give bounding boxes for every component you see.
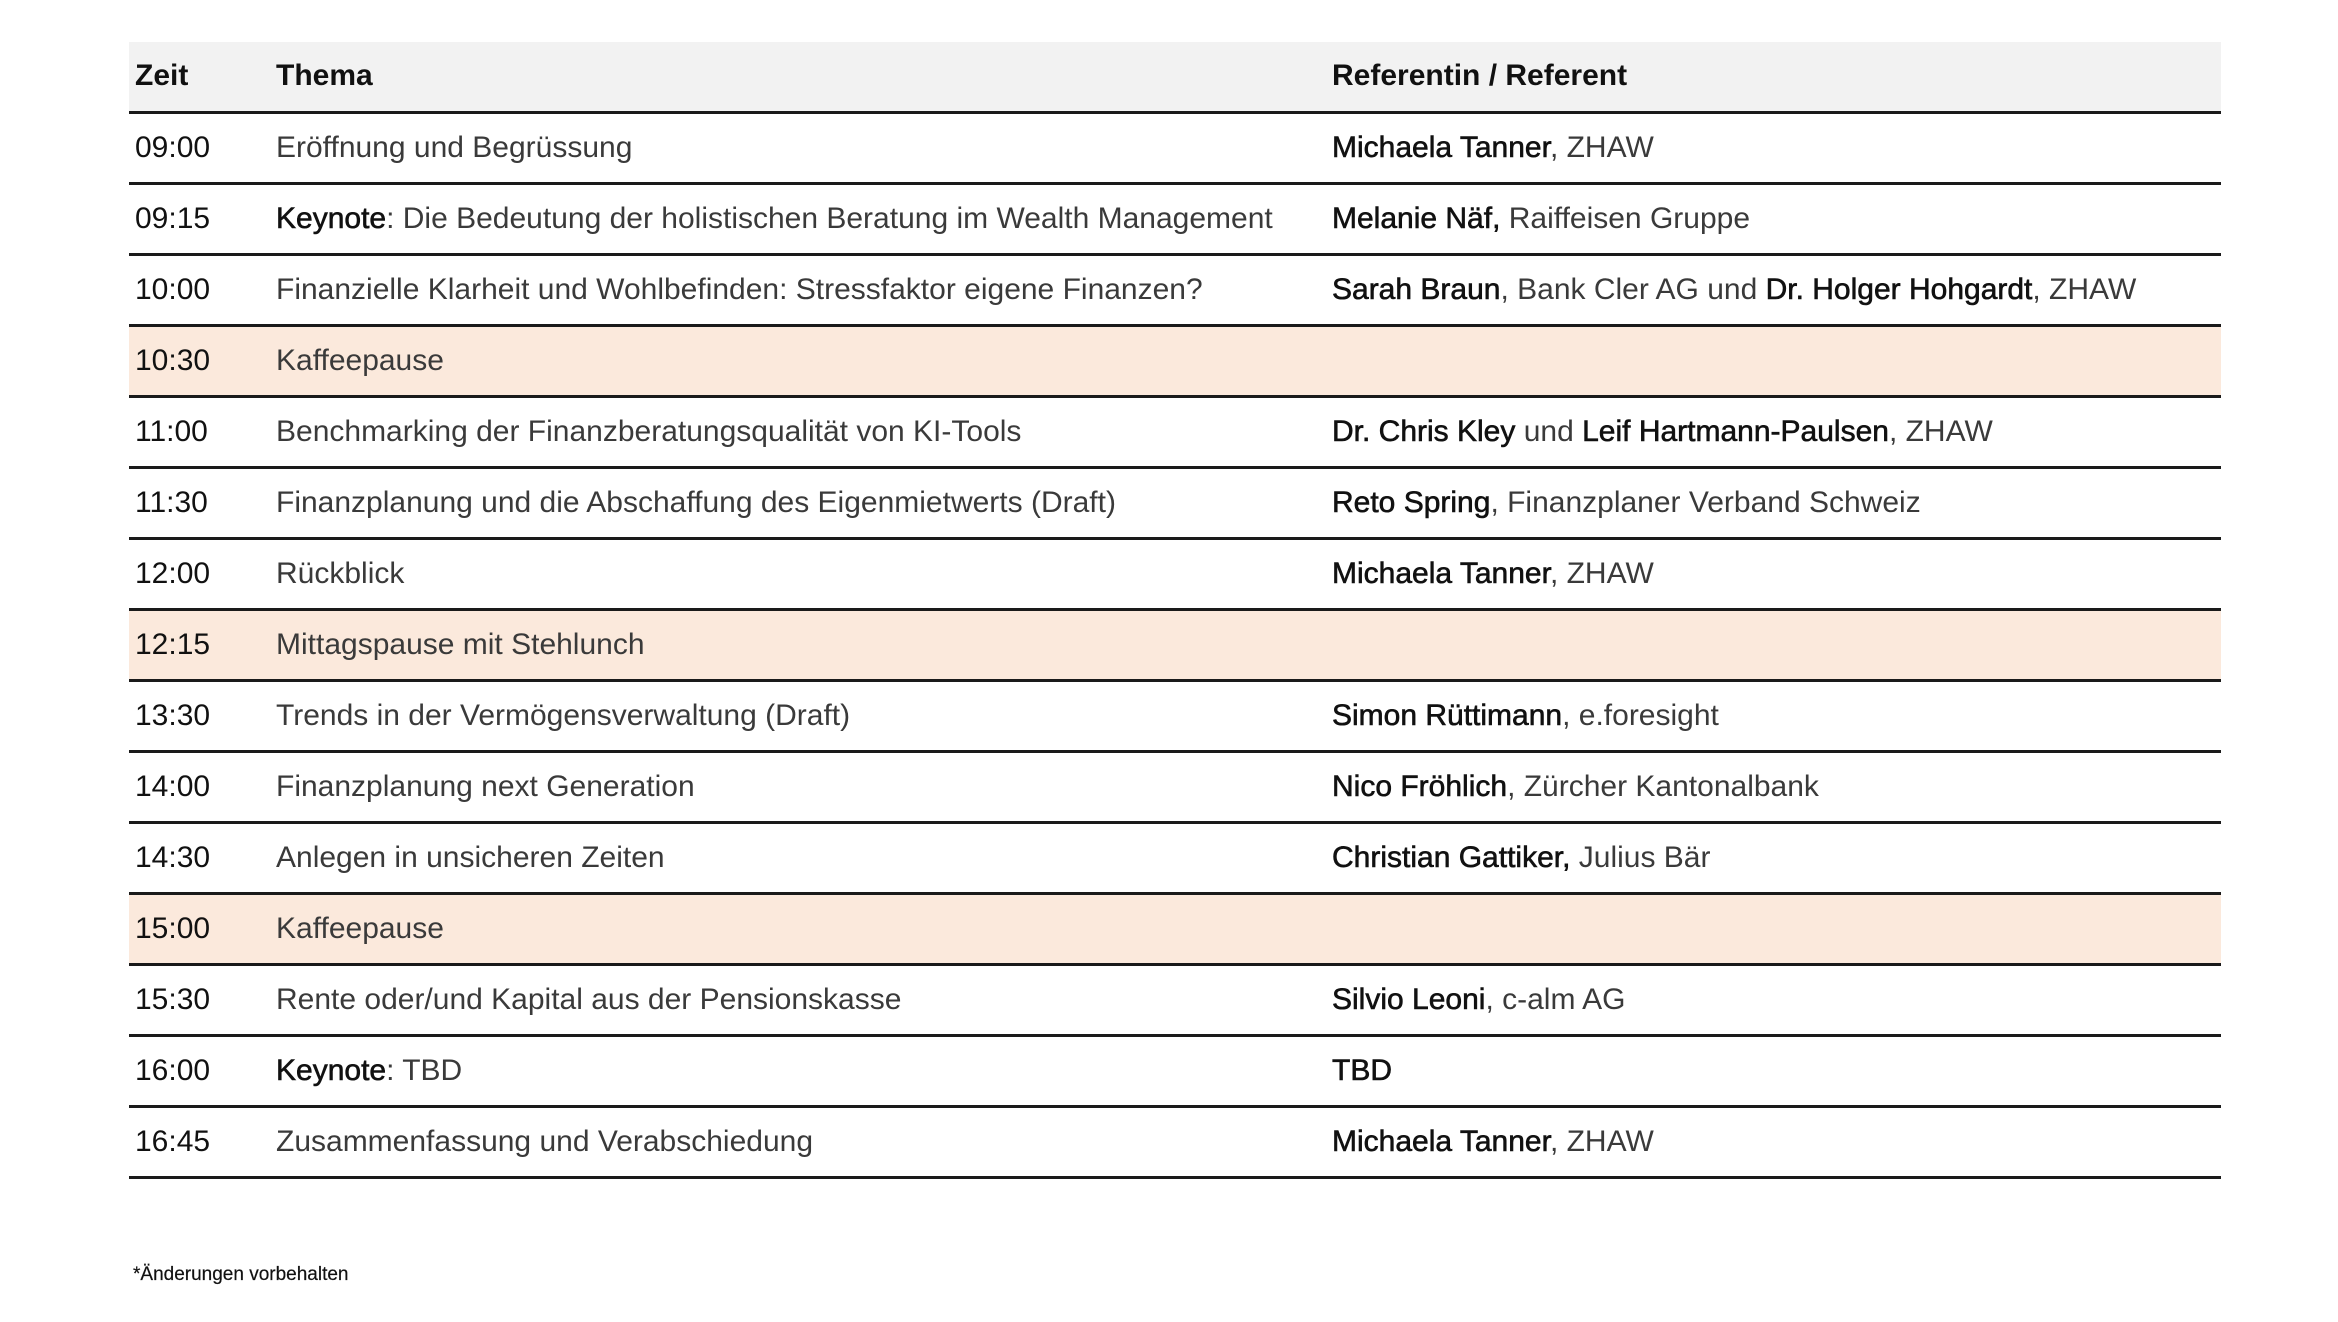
agenda-row bbox=[129, 112, 2221, 183]
row-time: 10:00 bbox=[129, 254, 270, 325]
row-time: 11:30 bbox=[129, 467, 270, 538]
topic-text: Finanzplanung und die Abschaffung des Eigenmietwerts (Draft) bbox=[276, 485, 1116, 519]
speaker-affiliation: , ZHAW bbox=[1549, 556, 1654, 590]
row-time: 11:00 bbox=[129, 396, 270, 467]
row-time: 13:30 bbox=[129, 680, 270, 751]
row-topic bbox=[270, 1035, 1326, 1106]
speaker-name: Silvio Leoni bbox=[1332, 982, 1486, 1016]
row-topic bbox=[270, 964, 1326, 1035]
topic-text: Rückblick bbox=[276, 556, 405, 590]
row-topic bbox=[270, 822, 1326, 893]
row-topic bbox=[270, 325, 1326, 396]
header-row bbox=[129, 42, 2221, 112]
agenda-row bbox=[129, 751, 2221, 822]
agenda-row bbox=[129, 1106, 2221, 1177]
topic-text: Finanzielle Klarheit und Wohlbefinden: Stressfaktor eigene Finanzen? bbox=[276, 272, 1203, 306]
speaker-affiliation: , ZHAW bbox=[2032, 272, 2137, 306]
row-speaker bbox=[1326, 1106, 2221, 1177]
agenda-row bbox=[129, 680, 2221, 751]
speaker-affiliation: , c-alm AG bbox=[1485, 982, 1626, 1016]
row-time: 16:45 bbox=[129, 1106, 270, 1177]
speaker-name: TBD bbox=[1332, 1053, 1392, 1087]
row-time: 10:30 bbox=[129, 325, 270, 396]
agenda-row bbox=[129, 822, 2221, 893]
header-speaker: Referentin / Referent bbox=[1326, 42, 2221, 112]
row-topic bbox=[270, 680, 1326, 751]
agenda-row-pause bbox=[129, 893, 2221, 964]
row-speaker bbox=[1326, 680, 2221, 751]
speaker-name: Nico Fröhlich bbox=[1332, 769, 1508, 803]
row-speaker bbox=[1326, 183, 2221, 254]
row-topic bbox=[270, 538, 1326, 609]
row-speaker bbox=[1326, 467, 2221, 538]
speaker-name: Simon Rüttimann bbox=[1332, 698, 1563, 732]
row-time: 14:30 bbox=[129, 822, 270, 893]
row-time: 12:15 bbox=[129, 609, 270, 680]
row-topic bbox=[270, 254, 1326, 325]
agenda-table-body bbox=[129, 112, 2221, 1177]
row-speaker bbox=[1326, 538, 2221, 609]
agenda-row bbox=[129, 183, 2221, 254]
topic-text: Kaffeepause bbox=[276, 343, 444, 377]
footnote: *Änderungen vorbehalten bbox=[133, 1264, 349, 1285]
row-topic bbox=[270, 183, 1326, 254]
topic-text: Benchmarking der Finanzberatungsqualität von KI-Tools bbox=[276, 414, 1022, 448]
speaker-affiliation: , Bank Cler AG und bbox=[1500, 272, 1766, 306]
row-topic bbox=[270, 396, 1326, 467]
row-time: 14:00 bbox=[129, 751, 270, 822]
row-time: 09:15 bbox=[129, 183, 270, 254]
agenda-row bbox=[129, 1035, 2221, 1106]
row-topic bbox=[270, 893, 1326, 964]
topic-text: Trends in der Vermögensverwaltung (Draft) bbox=[276, 698, 851, 732]
speaker-name: Michaela Tanner bbox=[1332, 556, 1550, 590]
row-time: 09:00 bbox=[129, 112, 270, 183]
agenda-row-pause bbox=[129, 325, 2221, 396]
speaker-name: Dr. Holger Hohgardt bbox=[1765, 272, 2033, 306]
row-topic bbox=[270, 609, 1326, 680]
row-time: 15:30 bbox=[129, 964, 270, 1035]
agenda-table bbox=[129, 42, 2221, 1179]
speaker-name: Reto Spring bbox=[1332, 485, 1491, 519]
topic-text: Finanzplanung next Generation bbox=[276, 769, 695, 803]
row-speaker bbox=[1326, 609, 2221, 680]
row-time: 16:00 bbox=[129, 1035, 270, 1106]
topic-text: Zusammenfassung und Verabschiedung bbox=[276, 1124, 814, 1158]
topic-text: : TBD bbox=[386, 1053, 463, 1087]
row-topic bbox=[270, 751, 1326, 822]
row-speaker bbox=[1326, 1035, 2221, 1106]
speaker-name: Sarah Braun bbox=[1332, 272, 1501, 306]
topic-text: Kaffeepause bbox=[276, 911, 444, 945]
topic-keynote-label: Keynote bbox=[276, 201, 387, 235]
topic-text: : Die Bedeutung der holistischen Beratung im Wealth Management bbox=[386, 201, 1273, 235]
topic-text: Rente oder/und Kapital aus der Pensionskasse bbox=[276, 982, 902, 1016]
row-speaker bbox=[1326, 822, 2221, 893]
speaker-affiliation: , ZHAW bbox=[1888, 414, 1993, 448]
row-topic bbox=[270, 112, 1326, 183]
speaker-name: Dr. Chris Kley bbox=[1332, 414, 1516, 448]
header-time: Zeit bbox=[129, 42, 270, 112]
row-topic bbox=[270, 467, 1326, 538]
speaker-affiliation: , Zürcher Kantonalbank bbox=[1507, 769, 1819, 803]
speaker-name: Michaela Tanner bbox=[1332, 1124, 1550, 1158]
speaker-affiliation: , e.foresight bbox=[1562, 698, 1719, 732]
agenda-row bbox=[129, 467, 2221, 538]
row-time: 12:00 bbox=[129, 538, 270, 609]
row-speaker bbox=[1326, 964, 2221, 1035]
header-topic: Thema bbox=[270, 42, 1326, 112]
agenda-row bbox=[129, 396, 2221, 467]
row-speaker bbox=[1326, 254, 2221, 325]
row-speaker bbox=[1326, 893, 2221, 964]
speaker-name: Christian Gattiker, bbox=[1332, 840, 1571, 874]
speaker-name: Melanie Näf, bbox=[1332, 201, 1501, 235]
speaker-name: Michaela Tanner bbox=[1332, 130, 1550, 164]
row-time: 15:00 bbox=[129, 893, 270, 964]
topic-text: Anlegen in unsicheren Zeiten bbox=[276, 840, 665, 874]
row-speaker bbox=[1326, 325, 2221, 396]
topic-text: Mittagspause mit Stehlunch bbox=[276, 627, 645, 661]
row-speaker bbox=[1326, 112, 2221, 183]
row-speaker bbox=[1326, 751, 2221, 822]
speaker-affiliation: , ZHAW bbox=[1549, 130, 1654, 164]
topic-text: Eröffnung und Begrüssung bbox=[276, 130, 633, 164]
speaker-affiliation: , ZHAW bbox=[1549, 1124, 1654, 1158]
speaker-affiliation: , Finanzplaner Verband Schweiz bbox=[1490, 485, 1921, 519]
speaker-affiliation: Raiffeisen Gruppe bbox=[1500, 201, 1751, 235]
speaker-affiliation: Julius Bär bbox=[1570, 840, 1711, 874]
agenda-row bbox=[129, 538, 2221, 609]
agenda-table-header bbox=[129, 42, 2221, 112]
agenda-row-pause bbox=[129, 609, 2221, 680]
agenda-row bbox=[129, 964, 2221, 1035]
topic-keynote-label: Keynote bbox=[276, 1053, 387, 1087]
row-topic bbox=[270, 1106, 1326, 1177]
row-speaker bbox=[1326, 396, 2221, 467]
speaker-name: Leif Hartmann-Paulsen bbox=[1582, 414, 1889, 448]
speaker-affiliation: und bbox=[1515, 414, 1583, 448]
agenda-row bbox=[129, 254, 2221, 325]
